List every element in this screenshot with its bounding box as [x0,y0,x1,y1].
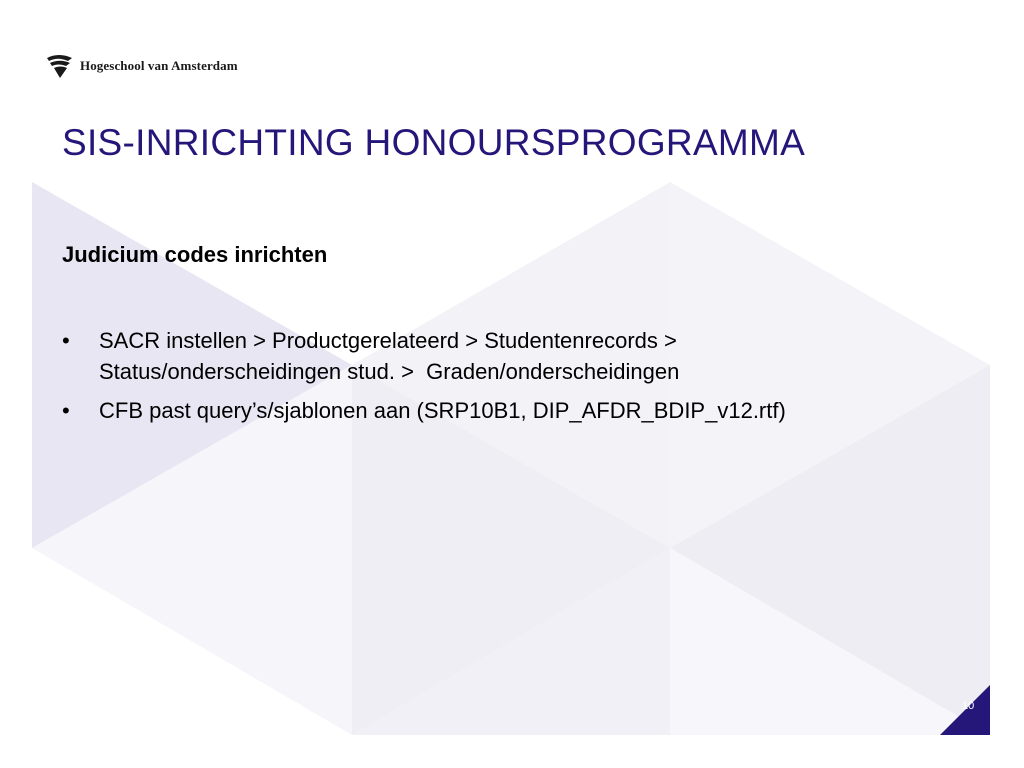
bullet-marker: • [62,328,70,353]
bullet-item [62,325,892,387]
bullet-marker: • [62,398,70,423]
logo-text: Hogeschool van Amsterdam [80,58,238,73]
bullet-list [62,325,892,434]
hva-logo-icon [46,52,74,80]
slide-subtitle: Judicium codes inrichten [62,242,328,267]
page-number: 10 [962,700,975,712]
bullet-text: CFB past query’s/sjablonen aan (SRP10B1, DIP_AFDR_BDIP_v12.rtf) [99,398,786,423]
bullet-item [62,395,892,426]
bullet-text: SACR instellen > Productgerelateerd > Studentenrecords > Status/onderscheidingen stud. > Graden/onderscheidingen [99,328,683,384]
logo [46,52,238,80]
slide-title: SIS-INRICHTING HONOURSPROGRAMMA [62,122,806,163]
